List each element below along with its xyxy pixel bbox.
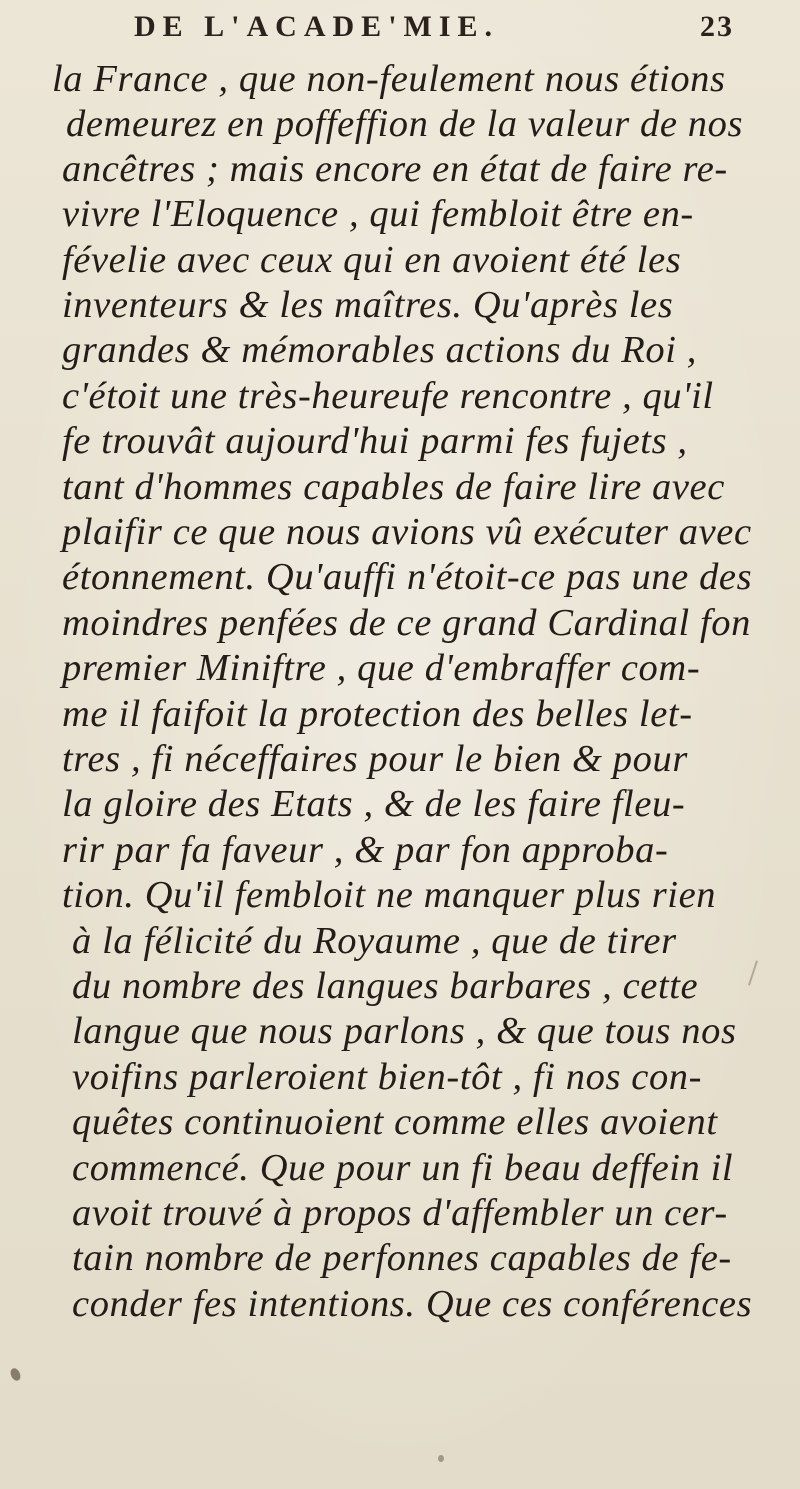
text-line: à la félicité du Royaume , que de tirer xyxy=(72,920,677,962)
text-line: du nombre des langues barbares , cette xyxy=(72,965,699,1007)
text-line: commencé. Que pour un fi beau deffein il xyxy=(72,1147,734,1189)
text-line: févelie avec ceux qui en avoient été les xyxy=(62,239,682,281)
text-line: demeurez en poffeffion de la valeur de nos xyxy=(66,103,744,145)
running-head: DE L'ACADE'MIE. xyxy=(134,10,500,43)
text-line: fe trouvât aujourd'hui parmi fes fujets , xyxy=(62,420,688,462)
text-line: la gloire des Etats , & de les faire fleu- xyxy=(62,783,686,825)
text-line: la France , que non-feulement nous étions xyxy=(52,58,726,100)
text-line: tain nombre de perfonnes capables de fe- xyxy=(72,1237,732,1279)
text-line: quêtes continuoient comme elles avoient xyxy=(72,1101,718,1143)
text-line: avoit trouvé à propos d'affembler un cer- xyxy=(72,1192,728,1234)
text-line: ancêtres ; mais encore en état de faire re- xyxy=(62,148,728,190)
text-line: inventeurs & les maîtres. Qu'après les xyxy=(62,284,674,326)
text-line: c'étoit une très-heureufe rencontre , qu'il xyxy=(62,375,714,417)
text-line: moindres penfées de ce grand Cardinal fon xyxy=(62,602,751,644)
text-line: grandes & mémorables actions du Roi , xyxy=(62,329,697,371)
text-line: tres , fi néceffaires pour le bien & pour xyxy=(62,738,688,780)
text-line: rir par fa faveur , & par fon approba- xyxy=(62,829,669,871)
margin-mark xyxy=(748,960,758,985)
text-line: voifins parleroient bien-tôt , fi nos con- xyxy=(72,1056,703,1098)
text-line: conder fes intentions. Que ces conférences xyxy=(72,1283,753,1325)
text-line: premier Miniftre , que d'embraffer com- xyxy=(62,647,701,689)
text-line: langue que nous parlons , & que tous nos xyxy=(72,1010,737,1052)
text-line: tion. Qu'il fembloit ne manquer plus rien xyxy=(62,874,717,916)
text-line: vivre l'Eloquence , qui fembloit être en- xyxy=(62,193,694,235)
text-line: étonnement. Qu'auffi n'étoit-ce pas une des xyxy=(62,556,753,598)
ink-speck xyxy=(438,1455,444,1462)
text-line: me il faifoit la protection des belles let- xyxy=(62,693,693,735)
text-line: plaifir ce que nous avions vû exécuter avec xyxy=(62,511,752,553)
page-number: 23 xyxy=(700,10,734,43)
ink-spot xyxy=(9,1367,23,1383)
text-line: tant d'hommes capables de faire lire avec xyxy=(62,466,725,508)
